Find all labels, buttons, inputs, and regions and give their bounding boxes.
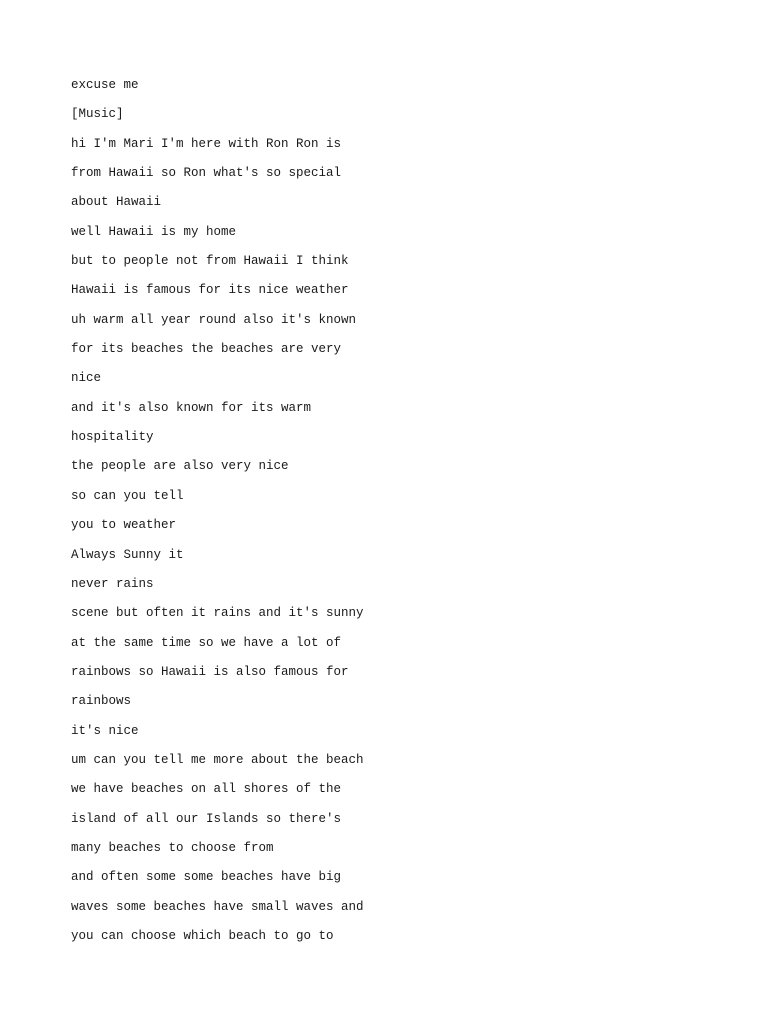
- transcript-line: rainbows: [71, 694, 132, 709]
- transcript-line: from Hawaii so Ron what's so special: [71, 166, 342, 181]
- transcript-line: uh warm all year round also it's known: [71, 312, 357, 327]
- transcript-line: but to people not from Hawaii I think: [71, 254, 349, 269]
- transcript-page: [71, 71, 691, 951]
- transcript-line: excuse me: [71, 78, 139, 92]
- transcript-line: scene but often it rains and it's sunny: [71, 606, 364, 621]
- transcript-line: and often some some beaches have big: [71, 870, 342, 885]
- transcript-line: we have beaches on all shores of the: [71, 782, 342, 797]
- transcript-line: at the same time so we have a lot of: [71, 635, 342, 650]
- transcript-line: Hawaii is famous for its nice weather: [71, 283, 349, 298]
- transcript-line: many beaches to choose from: [71, 840, 274, 855]
- transcript-line: the people are also very nice: [71, 459, 289, 474]
- transcript-line: [Music]: [71, 107, 124, 122]
- transcript-line: so can you tell: [71, 488, 184, 503]
- transcript-line: never rains: [71, 576, 154, 591]
- transcript-line: for its beaches the beaches are very: [71, 342, 342, 357]
- transcript-line: nice: [71, 371, 102, 386]
- transcript-line: rainbows so Hawaii is also famous for: [71, 664, 349, 679]
- transcript-line: waves some beaches have small waves and: [71, 899, 364, 914]
- transcript-line: hospitality: [71, 430, 154, 445]
- transcript-line: you can choose which beach to go to: [71, 928, 334, 943]
- transcript-line: um can you tell me more about the beach: [71, 752, 364, 767]
- transcript-line: about Hawaii: [71, 195, 162, 210]
- transcript-line: hi I'm Mari I'm here with Ron Ron is: [71, 136, 342, 151]
- transcript-line: island of all our Islands so there's: [71, 811, 342, 826]
- transcript-line: it's nice: [71, 723, 139, 738]
- transcript-line: Always Sunny it: [71, 547, 184, 562]
- transcript-line: well Hawaii is my home: [71, 224, 237, 239]
- transcript-line: and it's also known for its warm: [71, 400, 312, 415]
- transcript-line: you to weather: [71, 518, 177, 533]
